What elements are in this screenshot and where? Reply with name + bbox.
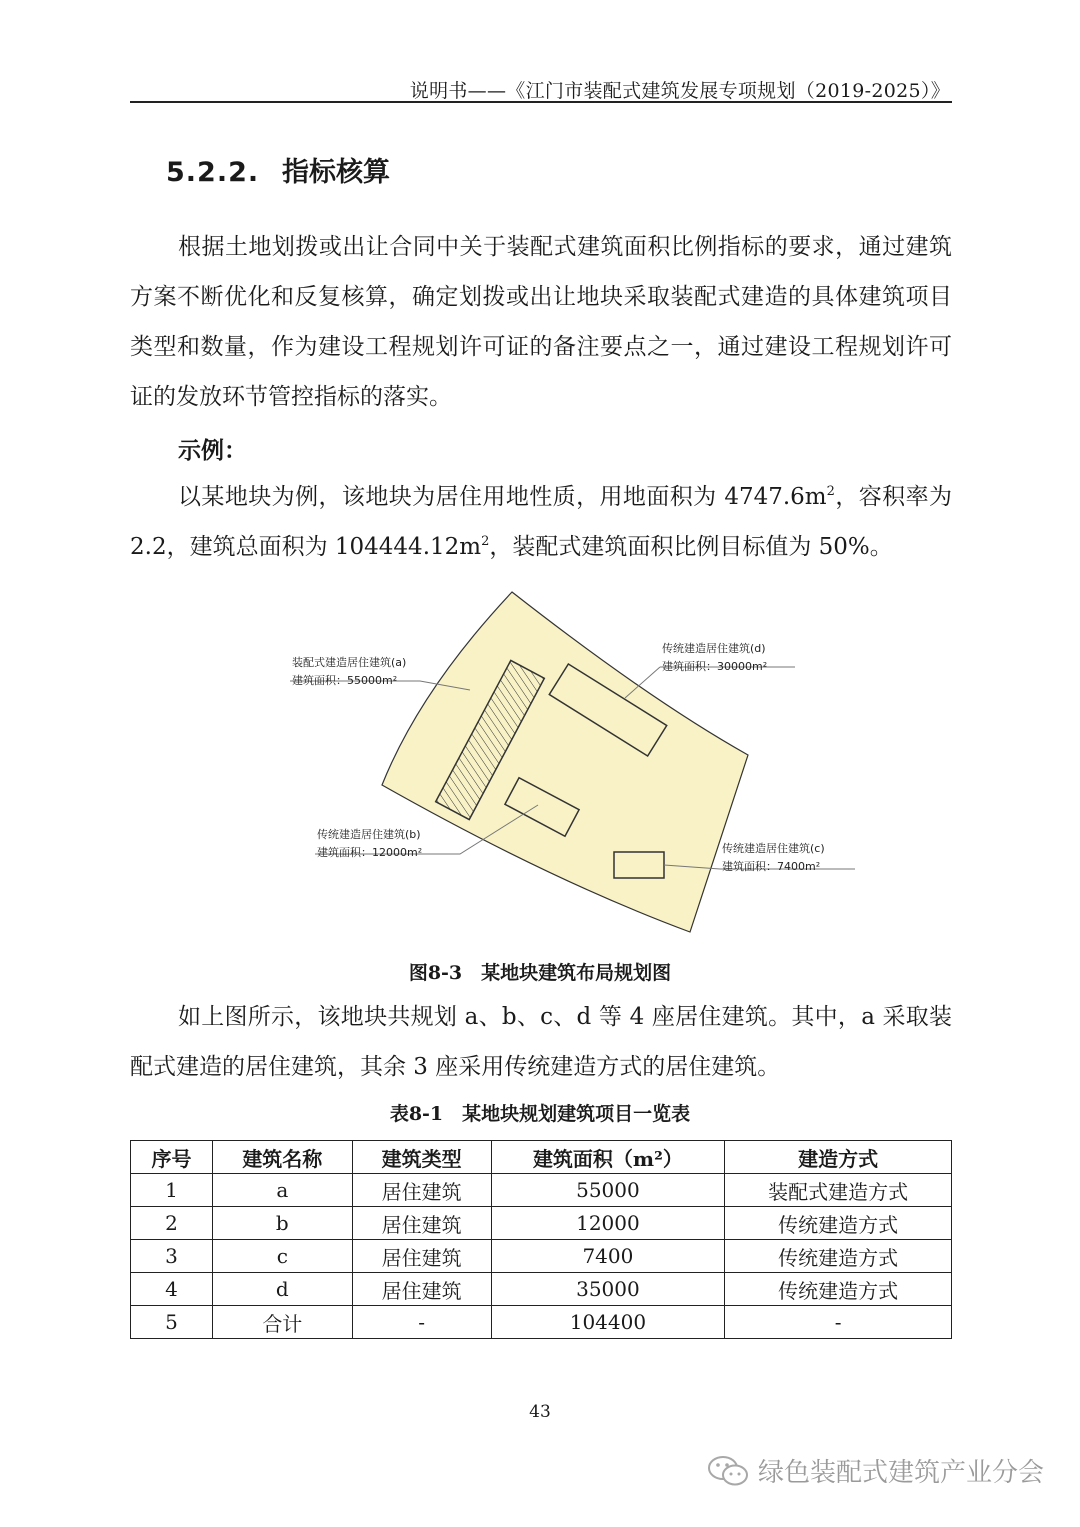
example-text-3: ，装配式建筑面积比例目标值为 50%。 <box>489 534 893 560</box>
superscript: 2 <box>481 534 490 549</box>
building-table <box>130 1140 952 1339</box>
table-row-total <box>131 1306 952 1339</box>
cell-method: - <box>725 1306 952 1339</box>
wechat-icon <box>706 1453 750 1489</box>
label-c-name: 传统建造居住建筑(c) <box>722 842 825 855</box>
label-b-name: 传统建造居住建筑(b) <box>317 828 421 841</box>
cell-area: 104400 <box>491 1306 725 1339</box>
cell-name: c <box>212 1240 352 1273</box>
example-label: 示例： <box>178 437 247 464</box>
cell-index: 4 <box>131 1273 213 1306</box>
cell-type: 居住建筑 <box>352 1174 491 1207</box>
example-text-2: ，容积率为 2.2，建筑总面积为 104444.12m <box>130 484 952 560</box>
label-c-area: 建筑面积：7400m² <box>722 860 821 873</box>
intro-paragraph: 根据土地划拨或出让合同中关于装配式建筑面积比例指标的要求，通过建筑方案不断优化和反复核算，确定划拨或出让地块采取装配式建造的具体建筑项目类型和数量，作为建设工程规划许可证的备注要点之一，通过建设工程规划许可证的发放环节管控指标的落实。 <box>130 234 952 410</box>
site-plan-figure <box>270 580 870 940</box>
header-area: 建筑面积（m²） <box>491 1141 725 1174</box>
cell-method: 装配式建造方式 <box>725 1174 952 1207</box>
section-heading <box>166 150 390 189</box>
watermark <box>706 1452 1044 1489</box>
cell-name: d <box>212 1273 352 1306</box>
header-type: 建筑类型 <box>352 1141 491 1174</box>
cell-name: 合计 <box>212 1306 352 1339</box>
cell-area: 55000 <box>491 1174 725 1207</box>
header-index: 序号 <box>131 1141 213 1174</box>
cell-index: 3 <box>131 1240 213 1273</box>
table-row <box>131 1174 952 1207</box>
cell-type: 居住建筑 <box>352 1240 491 1273</box>
section-title: 指标核算 <box>282 157 390 188</box>
label-d-area: 建筑面积：30000m² <box>662 660 768 673</box>
label-a-name: 装配式建造居住建筑(a) <box>292 656 407 669</box>
cell-method: 传统建造方式 <box>725 1273 952 1306</box>
header-rule <box>130 101 952 103</box>
table-header-row <box>131 1141 952 1174</box>
table-row <box>131 1207 952 1240</box>
label-a-area: 建筑面积：55000m² <box>292 674 398 687</box>
cell-index: 5 <box>131 1306 213 1339</box>
cell-index: 1 <box>131 1174 213 1207</box>
cell-area: 35000 <box>491 1273 725 1306</box>
cell-type: 居住建筑 <box>352 1273 491 1306</box>
example-paragraph <box>130 472 952 572</box>
table-row <box>131 1240 952 1273</box>
cell-name: b <box>212 1207 352 1240</box>
cell-index: 2 <box>131 1207 213 1240</box>
cell-area: 7400 <box>491 1240 725 1273</box>
table-caption: 表8-1 某地块规划建筑项目一览表 <box>389 1103 691 1125</box>
cell-name: a <box>212 1174 352 1207</box>
header-method: 建造方式 <box>725 1141 952 1174</box>
label-b-area: 建筑面积：12000m² <box>317 846 423 859</box>
cell-type: 居住建筑 <box>352 1207 491 1240</box>
after-figure-paragraph: 如上图所示，该地块共规划 a、b、c、d 等 4 座居住建筑。其中，a 采取装配式建造的居住建筑，其余 3 座采用传统建造方式的居住建筑。 <box>130 1004 952 1080</box>
cell-area: 12000 <box>491 1207 725 1240</box>
page-number: 43 <box>529 1402 551 1422</box>
figure-caption: 图8-3 某地块建筑布局规划图 <box>408 962 672 984</box>
cell-type: - <box>352 1306 491 1339</box>
section-number: 5.2.2. <box>166 157 260 188</box>
table-row <box>131 1273 952 1306</box>
header-name: 建筑名称 <box>212 1141 352 1174</box>
superscript: 2 <box>826 484 835 499</box>
label-d-name: 传统建造居住建筑(d) <box>662 642 766 655</box>
example-text-1: 以某地块为例，该地块为居住用地性质，用地面积为 4747.6m <box>178 484 827 510</box>
watermark-text: 绿色装配式建筑产业分会 <box>757 1458 1044 1488</box>
running-header: 说明书——《江门市装配式建筑发展专项规划（2019-2025）》 <box>409 80 950 102</box>
cell-method: 传统建造方式 <box>725 1240 952 1273</box>
cell-method: 传统建造方式 <box>725 1207 952 1240</box>
